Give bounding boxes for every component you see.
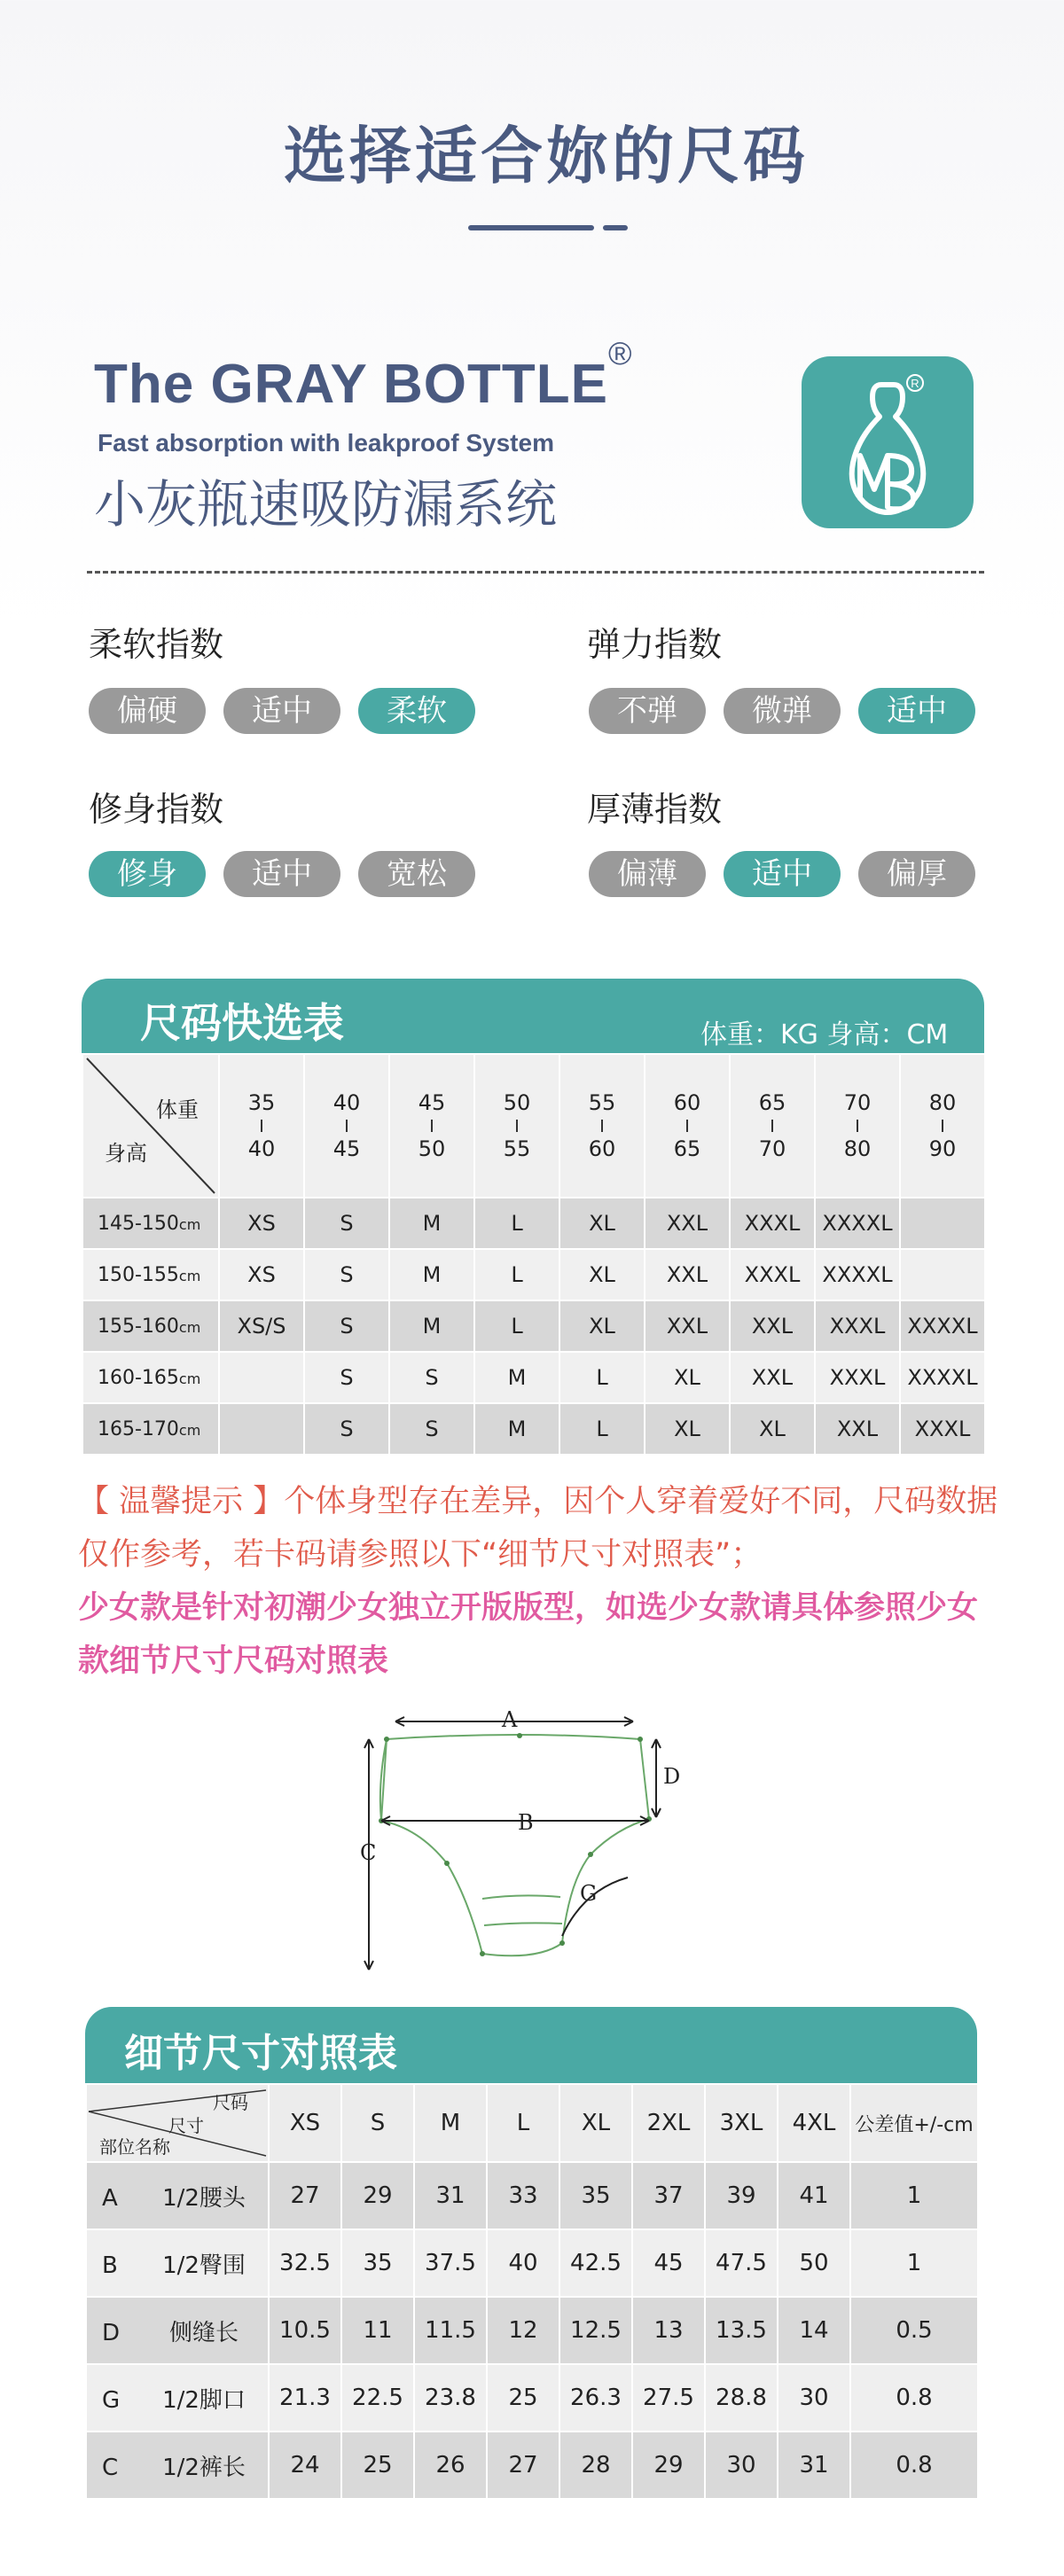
brand-name: The GRAY BOTTLE	[94, 354, 608, 415]
value-cell: 13	[632, 2297, 705, 2364]
detail-size-table	[85, 2083, 979, 2500]
value-cell: 30	[778, 2364, 850, 2432]
size-cell: S	[304, 1249, 389, 1300]
value-cell: 13.5	[705, 2297, 778, 2364]
value-cell: 29	[632, 2432, 705, 2499]
size-cell: S	[304, 1403, 389, 1455]
size-col-header: 2XL	[632, 2084, 705, 2162]
size-cell	[219, 1352, 304, 1403]
size-col-header: 4XL	[778, 2084, 850, 2162]
value-cell: 22.5	[341, 2364, 414, 2432]
size-cell	[900, 1198, 985, 1249]
softness-option-hard: 偏硬	[89, 688, 206, 734]
size-cell: XXL	[645, 1300, 730, 1352]
tolerance-cell: 1	[850, 2229, 978, 2297]
softness-option-soft: 柔软	[358, 688, 475, 734]
softness-index-title: 柔软指数	[89, 625, 224, 664]
size-cell: S	[389, 1403, 474, 1455]
quick-size-table	[82, 1053, 986, 1456]
thickness-index-title: 厚薄指数	[587, 790, 723, 829]
size-cell: M	[389, 1249, 474, 1300]
size-cell: XXL	[645, 1198, 730, 1249]
size-cell: XXL	[645, 1249, 730, 1300]
size-cell	[900, 1249, 985, 1300]
size-cell: XL	[730, 1403, 815, 1455]
value-cell: 28	[559, 2432, 632, 2499]
size-cell: XS	[219, 1198, 304, 1249]
size-cell: XXXL	[815, 1352, 900, 1403]
part-cell: B 1/2臀围	[86, 2229, 269, 2297]
size-cell: M	[389, 1300, 474, 1352]
size-cell: S	[389, 1352, 474, 1403]
size-cell: XS/S	[219, 1300, 304, 1352]
detail-table-corner	[86, 2084, 269, 2162]
fit-option-medium: 适中	[223, 851, 340, 897]
value-cell: 41	[778, 2162, 850, 2229]
svg-text:R: R	[911, 377, 919, 390]
page-title: 选择适合妳的尺码	[284, 120, 809, 192]
size-cell: XXL	[730, 1352, 815, 1403]
size-cell	[219, 1403, 304, 1455]
part-cell: C 1/2裤长	[86, 2432, 269, 2499]
size-col-header: L	[487, 2084, 559, 2162]
quick-table-corner	[82, 1054, 219, 1198]
size-cell: L	[474, 1198, 559, 1249]
size-cell: XL	[645, 1352, 730, 1403]
quick-table-header-row	[82, 1054, 985, 1198]
weight-col-header: 55 60	[559, 1054, 645, 1198]
size-cell: XXXXL	[815, 1249, 900, 1300]
value-cell: 10.5	[269, 2297, 341, 2364]
size-col-header: M	[414, 2084, 487, 2162]
size-col-header: S	[341, 2084, 414, 2162]
elasticity-index-title: 弹力指数	[587, 625, 723, 664]
detail-size-table-title: 细节尺寸对照表	[124, 2031, 397, 2076]
weight-col-header: 60 65	[645, 1054, 730, 1198]
value-cell: 23.8	[414, 2364, 487, 2432]
weight-col-header: 70 80	[815, 1054, 900, 1198]
value-cell: 37.5	[414, 2229, 487, 2297]
size-col-header: XS	[269, 2084, 341, 2162]
value-cell: 27	[269, 2162, 341, 2229]
girls-style-note: 少女款是针对初潮少女独立开版版型，如选少女款请具体参照少女款细节尺寸尺码对照表	[78, 1590, 979, 1679]
tolerance-cell: 1	[850, 2162, 978, 2229]
corner-size-label: 尺码	[213, 2092, 248, 2113]
size-cell: XXXL	[815, 1300, 900, 1352]
size-cell: XXXXL	[900, 1352, 985, 1403]
corner-part-label: 部位名称	[99, 2136, 170, 2158]
size-cell: XXXXL	[900, 1300, 985, 1352]
size-cell: S	[304, 1352, 389, 1403]
size-cell: XXXL	[900, 1403, 985, 1455]
fit-option-loose: 宽松	[358, 851, 475, 897]
value-cell: 14	[778, 2297, 850, 2364]
table-row	[86, 2229, 978, 2297]
weight-col-header: 50 55	[474, 1054, 559, 1198]
value-cell: 12	[487, 2297, 559, 2364]
value-cell: 29	[341, 2162, 414, 2229]
table-row	[82, 1352, 985, 1403]
table-row	[82, 1198, 985, 1249]
dashed-divider	[87, 571, 984, 574]
value-cell: 26.3	[559, 2364, 632, 2432]
height-cell: 160-165cm	[82, 1352, 219, 1403]
part-cell: A 1/2腰头	[86, 2162, 269, 2229]
part-cell: G 1/2脚口	[86, 2364, 269, 2432]
weight-col-header: 40 45	[304, 1054, 389, 1198]
elasticity-option-none: 不弹	[589, 688, 706, 734]
value-cell: 35	[341, 2229, 414, 2297]
table-row	[86, 2297, 978, 2364]
weight-col-header: 45 50	[389, 1054, 474, 1198]
label-a: A	[502, 1707, 518, 1732]
tolerance-col-header: 公差值+/-cm	[850, 2084, 978, 2162]
size-cell: L	[474, 1300, 559, 1352]
size-cell: L	[559, 1352, 645, 1403]
value-cell: 27.5	[632, 2364, 705, 2432]
value-cell: 11.5	[414, 2297, 487, 2364]
size-cell: M	[389, 1198, 474, 1249]
value-cell: 28.8	[705, 2364, 778, 2432]
height-cell: 165-170cm	[82, 1403, 219, 1455]
value-cell: 31	[778, 2432, 850, 2499]
thickness-option-medium: 适中	[724, 851, 841, 897]
size-cell: XL	[559, 1249, 645, 1300]
height-cell: 145-150cm	[82, 1198, 219, 1249]
size-cell: M	[474, 1403, 559, 1455]
brand-chinese-name: 小灰瓶速吸防漏系统	[94, 474, 558, 535]
size-cell: XXL	[815, 1403, 900, 1455]
value-cell: 33	[487, 2162, 559, 2229]
detail-table-header-row	[86, 2084, 978, 2162]
weight-col-header: 80 90	[900, 1054, 985, 1198]
elasticity-option-medium: 适中	[858, 688, 975, 734]
tolerance-cell: 0.5	[850, 2297, 978, 2364]
label-b: B	[518, 1810, 534, 1835]
value-cell: 24	[269, 2432, 341, 2499]
fit-option-slim: 修身	[89, 851, 206, 897]
value-cell: 47.5	[705, 2229, 778, 2297]
size-cell: L	[474, 1249, 559, 1300]
fit-index-title: 修身指数	[89, 790, 224, 829]
corner-height-label: 身高	[105, 1141, 147, 1166]
brand-logo	[802, 356, 974, 528]
value-cell: 12.5	[559, 2297, 632, 2364]
size-cell: L	[559, 1403, 645, 1455]
elasticity-option-slight: 微弹	[724, 688, 841, 734]
value-cell: 40	[487, 2229, 559, 2297]
brand-subtitle: Fast absorption with leakproof System	[98, 429, 554, 457]
value-cell: 45	[632, 2229, 705, 2297]
value-cell: 30	[705, 2432, 778, 2499]
value-cell: 31	[414, 2162, 487, 2229]
size-cell: M	[474, 1352, 559, 1403]
table-row	[82, 1300, 985, 1352]
value-cell: 35	[559, 2162, 632, 2229]
size-cell: XS	[219, 1249, 304, 1300]
label-c: C	[360, 1840, 377, 1865]
value-cell: 25	[487, 2364, 559, 2432]
part-cell: D 侧缝长	[86, 2297, 269, 2364]
size-cell: XL	[559, 1300, 645, 1352]
corner-dimension-label: 尺寸	[168, 2115, 204, 2136]
weight-col-header: 35 40	[219, 1054, 304, 1198]
thickness-option-thick: 偏厚	[858, 851, 975, 897]
value-cell: 50	[778, 2229, 850, 2297]
size-cell: XXL	[730, 1300, 815, 1352]
table-row	[86, 2432, 978, 2499]
softness-option-medium: 适中	[223, 688, 340, 734]
table-row	[82, 1403, 985, 1455]
size-col-header: 3XL	[705, 2084, 778, 2162]
height-cell: 150-155cm	[82, 1249, 219, 1300]
quick-size-table-units: 体重：KG 身高：CM	[700, 1019, 949, 1050]
size-cell: XXXXL	[815, 1198, 900, 1249]
value-cell: 32.5	[269, 2229, 341, 2297]
value-cell: 11	[341, 2297, 414, 2364]
value-cell: 27	[487, 2432, 559, 2499]
value-cell: 37	[632, 2162, 705, 2229]
size-cell: S	[304, 1198, 389, 1249]
size-cell: XL	[559, 1198, 645, 1249]
label-d: D	[663, 1764, 681, 1789]
tolerance-cell: 0.8	[850, 2364, 978, 2432]
value-cell: 39	[705, 2162, 778, 2229]
title-underline	[468, 225, 628, 230]
value-cell: 42.5	[559, 2229, 632, 2297]
table-row	[82, 1249, 985, 1300]
table-row	[86, 2162, 978, 2229]
quick-size-table-title: 尺码快选表	[140, 999, 344, 1047]
table-row	[86, 2364, 978, 2432]
underwear-measurement-diagram	[351, 1704, 688, 1980]
value-cell: 21.3	[269, 2364, 341, 2432]
corner-weight-label: 体重	[156, 1097, 199, 1122]
size-tip-note: 【 温馨提示 】个体身型存在差异，因个人穿着爱好不同，尺码数据仅作参考，若卡码请参照以下“细节尺寸对照表”；	[78, 1484, 998, 1573]
weight-col-header: 65 70	[730, 1054, 815, 1198]
size-cell: XXXL	[730, 1249, 815, 1300]
size-col-header: XL	[559, 2084, 632, 2162]
value-cell: 25	[341, 2432, 414, 2499]
height-cell: 155-160cm	[82, 1300, 219, 1352]
value-cell: 26	[414, 2432, 487, 2499]
tolerance-cell: 0.8	[850, 2432, 978, 2499]
size-cell: XL	[645, 1403, 730, 1455]
size-cell: S	[304, 1300, 389, 1352]
label-g: G	[580, 1881, 598, 1906]
size-cell: XXXL	[730, 1198, 815, 1249]
thickness-option-thin: 偏薄	[589, 851, 706, 897]
registered-mark: ®	[608, 335, 632, 371]
